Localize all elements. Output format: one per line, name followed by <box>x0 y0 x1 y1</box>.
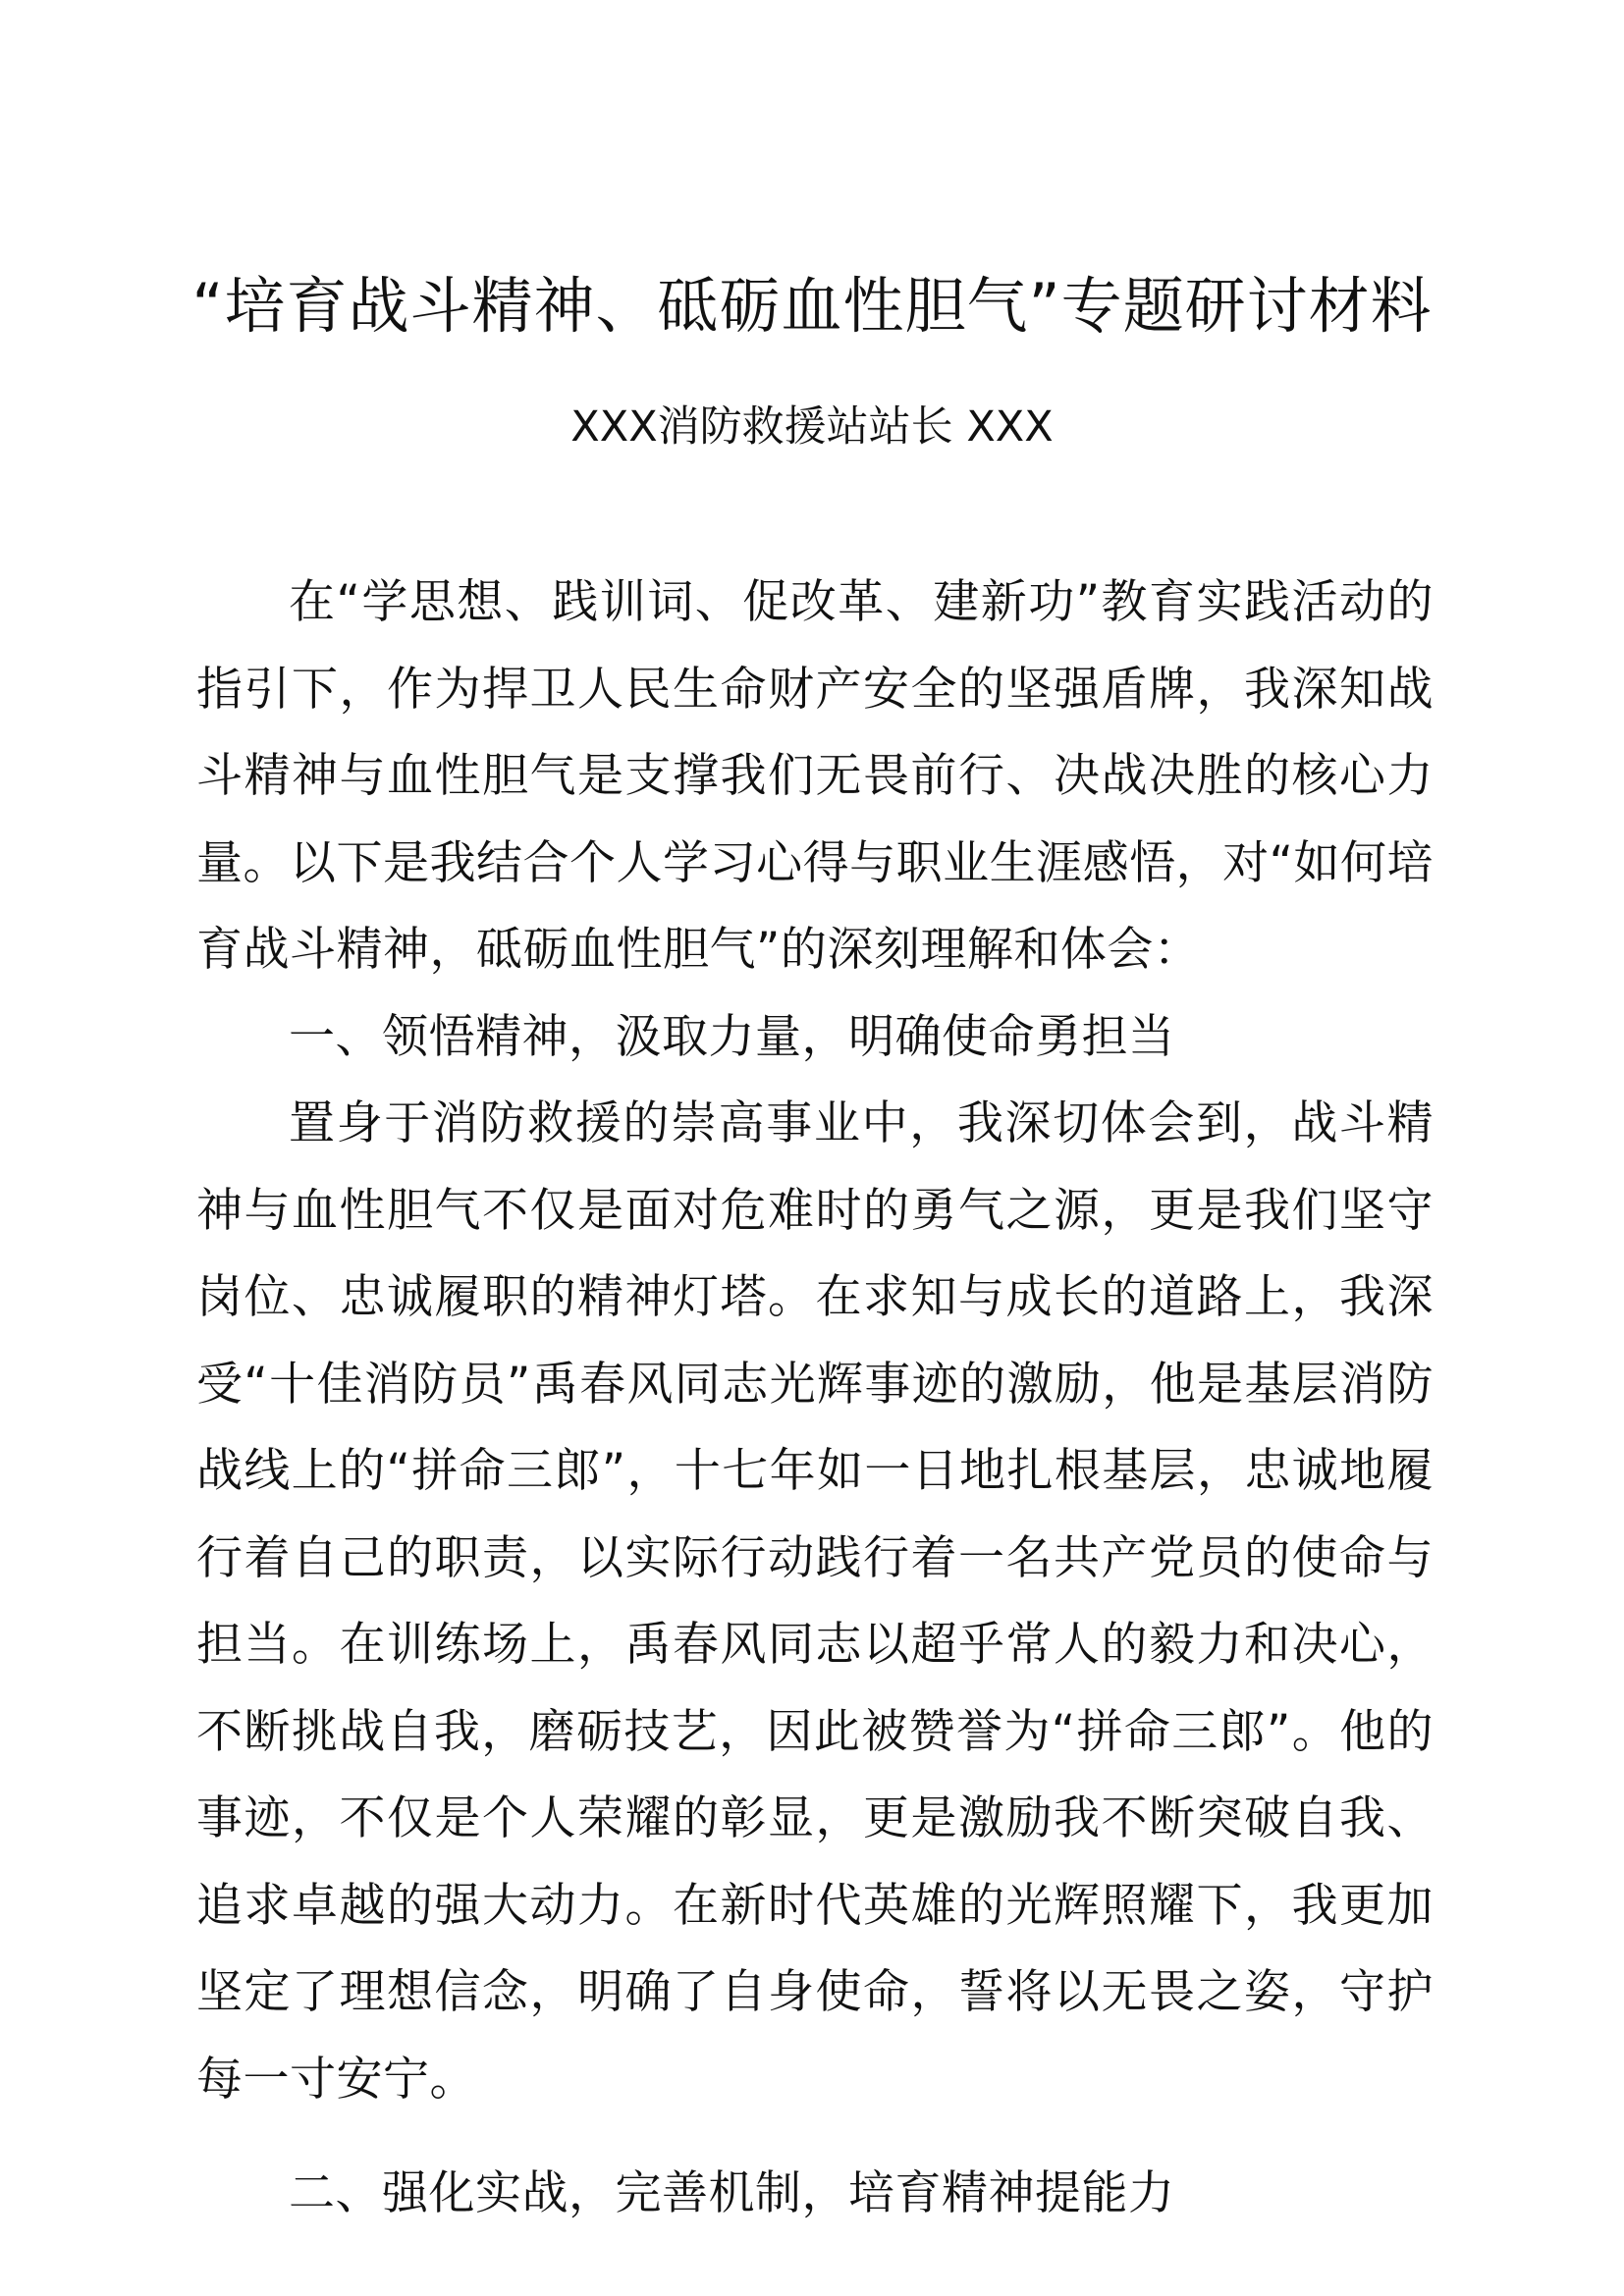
section-heading-2: 二、强化实战，完善机制，培育精神提能力 <box>289 2166 1175 2220</box>
intro-paragraph: 在“学思想、践训词、促改革、建新功”教育实践活动的指引下，作为捍卫人民生命财产安全的坚强盾牌，我深知战斗精神与血性胆气是支撑我们无畏前行、决战决胜的核心力量。以下是我结合个人学习心得与职业生涯感悟，对“如何培育战斗精神，砥砺血性胆气”的深刻理解和体会： <box>196 575 1434 977</box>
section-heading-1: 一、领悟精神，汲取力量，明确使命勇担当 <box>289 1009 1175 1064</box>
document-author-line: XXX消防救援站站长 XXX <box>570 402 1054 452</box>
section-1-paragraph: 置身于消防救援的崇高事业中，我深切体会到，战斗精神与血性胆气不仅是面对危难时的勇气之源，更是我们坚守岗位、忠诚履职的精神灯塔。在求知与成长的道路上，我深受“十佳消防员”禹春风同志光辉事迹的激励，他是基层消防战线上的“拼命三郎”，十七年如一日地扎根基层，忠诚地履行着自己的职责，以实际行动践行着一名共产党员的使命与担当。在训练场上，禹春风同志以超乎常人的毅力和决心，不断挑战自我，磨砺技艺，因此被赞誉为“拼命三郎”。他的事迹，不仅是个人荣耀的彰显，更是激励我不断突破自我、追求卓越的强大动力。在新时代英雄的光辉照耀下，我更加坚定了理想信念，明确了自身使命，誓将以无畏之姿，守护每一寸安宁。 <box>196 1096 1434 2107</box>
document-title: “培育战斗精神、砥砺血性胆气”专题研讨材料 <box>191 270 1433 342</box>
document-body <box>196 560 1434 2238</box>
